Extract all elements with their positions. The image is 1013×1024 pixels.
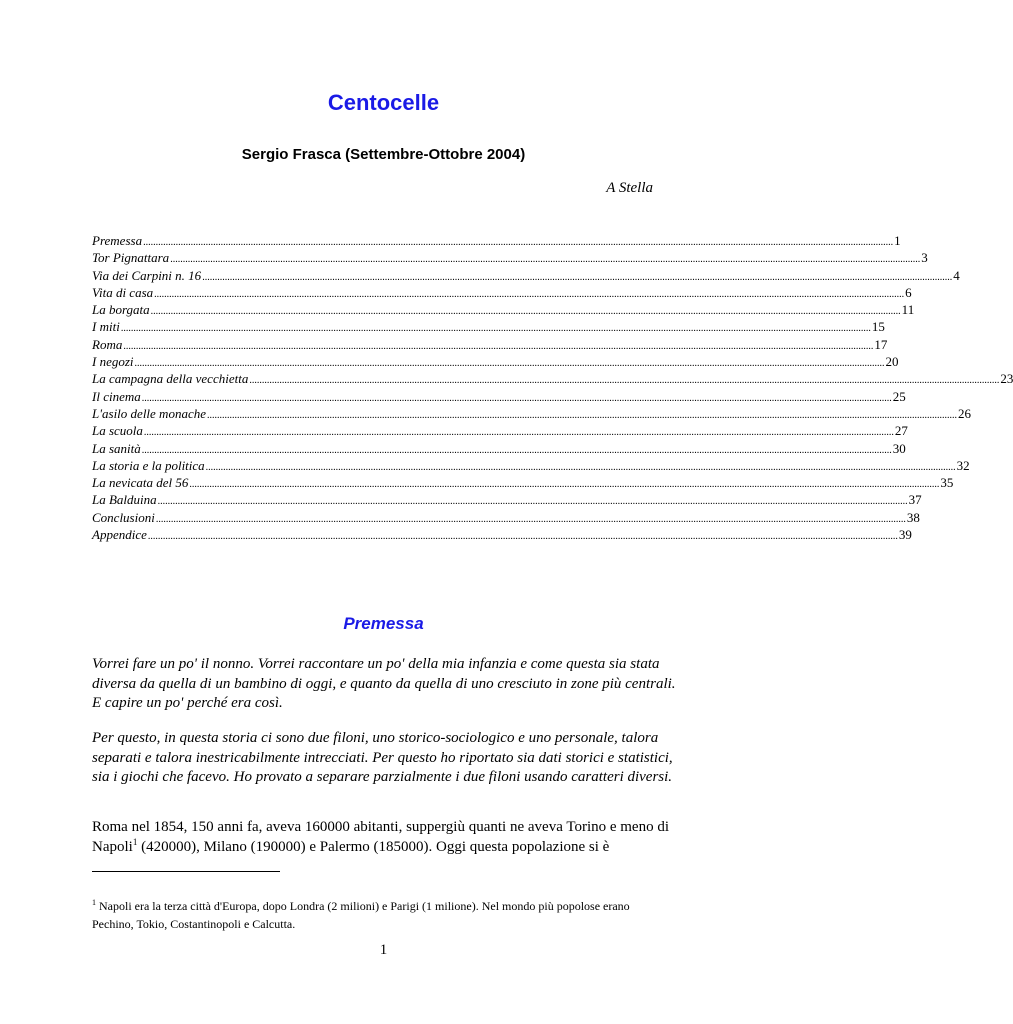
- toc-entry-label: L'asilo delle monache: [92, 405, 206, 421]
- footnote-marker: 1: [92, 898, 96, 907]
- toc-entry-page: 20: [885, 354, 899, 370]
- toc-entry-label: Conclusioni: [92, 509, 155, 525]
- toc-leader-dots: ............................................................................................................................................................................................................................................................................................................: [147, 531, 898, 543]
- toc-leader-dots: ............................................................................................................................................................................................................................................................................................................: [189, 479, 940, 491]
- toc-leader-dots: ............................................................................................................................................................................................................................................................................................................: [207, 409, 957, 421]
- toc-entry[interactable]: [92, 284, 912, 301]
- toc-entry-page: 32: [956, 457, 970, 473]
- toc-leader-dots: ............................................................................................................................................................................................................................................................................................................: [205, 461, 956, 473]
- body-text-end: (420000), Milano (190000) e Palermo (185000). Oggi questa popolazione si è: [137, 838, 610, 855]
- toc-entry-label: I negozi: [92, 354, 134, 370]
- toc-entry-page: 23: [1000, 371, 1013, 387]
- toc-leader-dots: ............................................................................................................................................................................................................................................................................................................: [143, 237, 894, 248]
- toc-entry[interactable]: [92, 353, 899, 370]
- toc-leader-dots: ............................................................................................................................................................................................................................................................................................................: [123, 340, 874, 352]
- toc-leader-dots: ............................................................................................................................................................................................................................................................................................................: [202, 271, 953, 283]
- toc-entry[interactable]: [92, 405, 971, 422]
- intro-paragraph-1: Vorrei fare un po' il nonno. Vorrei raccontare un po' della mia infanzia e come questa sia stata diversa da quella di un bambino di oggi, e quanto da quella di uno cresciuto in zone più centrali. E capire un po' perché era così.: [92, 656, 676, 711]
- toc-entry-label: La storia e la politica: [92, 457, 205, 473]
- document-title: Centocelle: [327, 90, 440, 115]
- toc-entry[interactable]: [92, 336, 888, 353]
- author-line: Sergio Frasca (Settembre-Ottobre 2004): [241, 146, 526, 163]
- toc-entry-label: I miti: [92, 319, 120, 335]
- toc-entry-page: 15: [871, 319, 885, 335]
- toc-entry-label: La sanità: [92, 440, 141, 456]
- footnote-reference[interactable]: 1: [132, 836, 138, 847]
- toc-entry-page: 3: [921, 250, 928, 266]
- footnote-text: Napoli era la terza città d'Europa, dopo Londra (2 milioni) e Parigi (1 milione). Nel mondo più popolose erano Pechino, Tokio, Costantinopoli e Calcutta.: [92, 899, 630, 931]
- toc-entry[interactable]: [92, 474, 954, 491]
- toc-entry-label: Via dei Carpini n. 16: [92, 267, 202, 283]
- toc-entry-page: 35: [940, 475, 954, 491]
- intro-paragraph-2: Per questo, in questa storia ci sono due filoni, uno storico-sociologico e uno personale, talora separati e talora inestricabilmente intrecciati. Per questo ho riportato sia dati storici e statistici, sia i giochi che facevo. Ho provato a separare parzialmente i due filoni usando caratteri diversi.: [92, 730, 673, 785]
- toc-entry-page: 26: [958, 405, 971, 421]
- toc-entry[interactable]: [92, 526, 912, 543]
- toc-entry[interactable]: [92, 491, 922, 508]
- toc-entry-label: Roma: [92, 336, 123, 352]
- toc-entry-label: Il cinema: [92, 388, 141, 404]
- toc-leader-dots: ............................................................................................................................................................................................................................................................................................................: [249, 375, 1000, 387]
- toc-entry-page: 38: [906, 509, 920, 525]
- toc-entry[interactable]: [92, 388, 906, 405]
- footnote: [92, 897, 652, 933]
- section-heading: Premessa: [343, 614, 424, 633]
- toc-entry-page: 4: [953, 267, 960, 283]
- toc-entry-label: La scuola: [92, 423, 143, 439]
- toc-entry[interactable]: [92, 232, 901, 249]
- toc-leader-dots: ............................................................................................................................................................................................................................................................................................................: [141, 444, 892, 456]
- toc-entry-page: 1: [894, 233, 901, 248]
- toc-leader-dots: ............................................................................................................................................................................................................................................................................................................: [143, 427, 894, 439]
- toc-leader-dots: ............................................................................................................................................................................................................................................................................................................: [157, 496, 908, 508]
- page-number: 1: [379, 942, 388, 958]
- toc-entry-page: 25: [892, 388, 906, 404]
- toc-entry-label: La Balduina: [92, 492, 157, 508]
- toc-entry[interactable]: [92, 301, 915, 318]
- toc-entry[interactable]: [92, 440, 906, 457]
- toc-entry[interactable]: [92, 249, 928, 266]
- toc-leader-dots: ............................................................................................................................................................................................................................................................................................................: [170, 254, 921, 266]
- toc-entry[interactable]: [92, 422, 908, 439]
- toc-leader-dots: ............................................................................................................................................................................................................................................................................................................: [150, 306, 901, 318]
- toc-leader-dots: ............................................................................................................................................................................................................................................................................................................: [120, 323, 871, 335]
- toc-entry-label: Premessa: [92, 233, 143, 248]
- toc-entry-page: 27: [894, 423, 908, 439]
- toc-entry-label: La nevicata del 56: [92, 475, 189, 491]
- toc-entry[interactable]: [92, 509, 920, 526]
- toc-entry[interactable]: [92, 318, 885, 335]
- body-text-start: Roma nel 1854, 150 anni fa, aveva 160000 abitanti, suppergiù quanti ne aveva Torino e meno di Napoli: [92, 819, 670, 855]
- toc-entry[interactable]: [92, 457, 970, 474]
- toc-leader-dots: ............................................................................................................................................................................................................................................................................................................: [155, 513, 906, 525]
- table-of-contents: [92, 232, 1013, 543]
- toc-entry-page: 11: [901, 302, 915, 318]
- toc-entry-page: 37: [908, 492, 922, 508]
- toc-entry-page: 39: [898, 527, 912, 543]
- toc-entry[interactable]: [92, 267, 960, 284]
- footnote-separator: [92, 871, 280, 872]
- toc-entry-page: 30: [892, 440, 906, 456]
- body-paragraph: [92, 818, 682, 857]
- toc-entry-label: Appendice: [92, 527, 147, 543]
- dedication: A Stella: [606, 180, 653, 196]
- toc-entry-label: Vita di casa: [92, 284, 154, 300]
- toc-entry-page: 6: [905, 284, 912, 300]
- toc-leader-dots: ............................................................................................................................................................................................................................................................................................................: [154, 288, 905, 300]
- toc-entry-page: 17: [874, 336, 888, 352]
- toc-entry-label: La campagna della vecchietta: [92, 371, 249, 387]
- toc-entry-label: Tor Pignattara: [92, 250, 170, 266]
- toc-entry-label: La borgata: [92, 302, 150, 318]
- toc-entry[interactable]: [92, 370, 1013, 387]
- toc-leader-dots: ............................................................................................................................................................................................................................................................................................................: [141, 392, 892, 404]
- toc-leader-dots: ............................................................................................................................................................................................................................................................................................................: [134, 358, 885, 370]
